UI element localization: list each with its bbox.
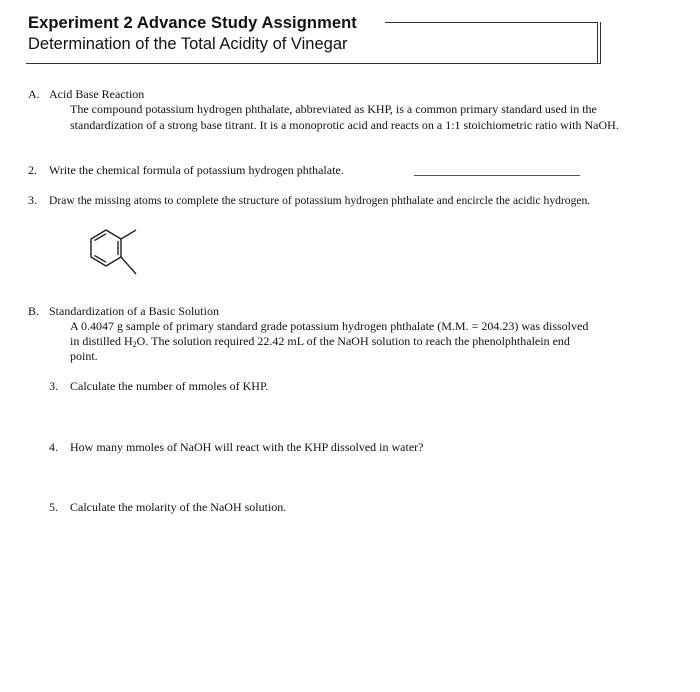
question-b3-text: Calculate the number of mmoles of KHP. [70, 379, 269, 393]
header-rule-bottom [26, 63, 601, 64]
header-rule-top [385, 22, 598, 23]
question-b3-number: 3. [49, 379, 58, 393]
page-subtitle: Determination of the Total Acidity of Vinegar [28, 35, 348, 53]
text-span: O. The solution required 22.42 mL of the NaOH solution to reach the phenolphthalein end [136, 334, 570, 348]
section-b-paragraph-line: A 0.4047 g sample of primary standard grade potassium hydrogen phthalate (M.M. = 204.23) was dissolved [70, 319, 589, 333]
question-3-number: 3. [28, 193, 37, 207]
section-b-label: B. [28, 304, 40, 318]
section-b-paragraph-line [70, 334, 570, 353]
header-rule-vertical [600, 22, 601, 64]
benzene-ring [91, 230, 121, 266]
page-title: Experiment 2 Advance Study Assignment [28, 14, 357, 32]
section-b-heading: Standardization of a Basic Solution [49, 304, 219, 318]
question-b4-number: 4. [49, 440, 58, 454]
ring-double-bond [95, 256, 107, 263]
question-b5-text: Calculate the molarity of the NaOH solution. [70, 500, 287, 514]
answer-line [414, 175, 580, 176]
question-2-text: Write the chemical formula of potassium hydrogen phthalate. [49, 163, 344, 177]
text-span: in distilled H [70, 334, 133, 348]
header-rule-vertical [597, 22, 598, 64]
khp-structure-drawing [78, 228, 150, 280]
question-2-number: 2. [28, 163, 37, 177]
section-a-label: A. [28, 87, 40, 101]
question-3-text: Draw the missing atoms to complete the structure of potassium hydrogen phthalate and encircle the acidic hydrogen. [49, 194, 591, 207]
ring-double-bond [95, 234, 107, 241]
section-a-paragraph: The compound potassium hydrogen phthalate, abbreviated as KHP, is a common primary standard used in the standardization of a strong base titrant. It is a monoprotic acid and reacts on a 1:1 stoichiometric ratio with NaOH. [70, 102, 619, 132]
section-a-heading: Acid Base Reaction [49, 87, 145, 101]
question-b4-text: How many mmoles of NaOH will react with the KHP dissolved in water? [70, 440, 424, 454]
substituent-bond [121, 257, 136, 274]
subscript: 2 [132, 340, 137, 349]
section-b-paragraph-line: point. [70, 349, 98, 363]
substituent-bond [121, 230, 136, 239]
question-b5-number: 5. [49, 500, 58, 514]
